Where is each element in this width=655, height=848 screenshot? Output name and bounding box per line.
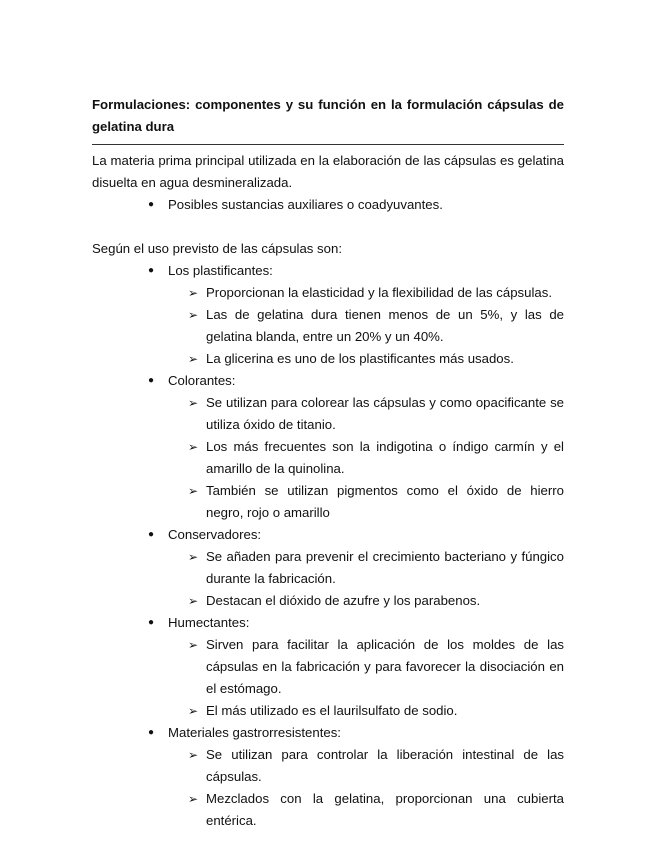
- group-items: [92, 392, 564, 524]
- list-item-text: También se utilizan pigmentos como el óxido de hierro negro, rojo o amarillo: [206, 483, 564, 520]
- list-item-text: Proporcionan la elasticidad y la flexibilidad de las cápsulas.: [206, 285, 553, 300]
- arrow-bullet-icon: ➢: [188, 704, 199, 718]
- arrow-bullet-icon: ➢: [188, 352, 199, 366]
- list-item-text: Destacan el dióxido de azufre y los parabenos.: [206, 593, 481, 608]
- component-group: [92, 524, 564, 612]
- arrow-bullet-icon: ➢: [188, 638, 199, 652]
- list-item: [92, 480, 564, 524]
- group-label: Los plastificantes:: [168, 263, 273, 278]
- list-item-text: Se utilizan para colorear las cápsulas y como opacificante se utiliza óxido de titanio.: [206, 395, 564, 432]
- list-item-text: Sirven para facilitar la aplicación de los moldes de las cápsulas en la fabricación y para favorecer la disociación en el estómago.: [206, 637, 564, 696]
- arrow-bullet-icon: ➢: [188, 440, 199, 454]
- arrow-bullet-icon: ➢: [188, 396, 199, 410]
- component-group: [92, 722, 564, 832]
- list-item-text: La glicerina es uno de los plastificantes más usados.: [206, 351, 514, 366]
- arrow-bullet-icon: ➢: [188, 792, 199, 806]
- list-item: [92, 304, 564, 348]
- list-item: [92, 194, 564, 216]
- arrow-bullet-icon: ➢: [188, 286, 199, 300]
- list-item-text: Las de gelatina dura tienen menos de un 5%, y las de gelatina blanda, entre un 20% y un 40%.: [206, 307, 564, 344]
- intro-paragraph: La materia prima principal utilizada en la elaboración de las cápsulas es gelatina disuelta en agua desmineralizada.: [92, 153, 564, 190]
- list-item: [92, 590, 564, 612]
- list-item-text: Mezclados con la gelatina, proporcionan una cubierta entérica.: [206, 791, 564, 828]
- group-items: [92, 546, 564, 612]
- list-item: [92, 436, 564, 480]
- bullet-icon: ●: [148, 727, 155, 738]
- list-item: [92, 282, 564, 304]
- list-item-text: Los más frecuentes son la indigotina o índigo carmín y el amarillo de la quinolina.: [206, 439, 564, 476]
- group-label: Colorantes:: [168, 373, 236, 388]
- list-item: [92, 700, 564, 722]
- component-group: [92, 370, 564, 524]
- list-item-text: Se añaden para prevenir el crecimiento bacteriano y fúngico durante la fabricación.: [206, 549, 564, 586]
- list-item: [92, 744, 564, 788]
- list-item: [92, 788, 564, 832]
- bullet-icon: ●: [148, 199, 155, 210]
- group-items: [92, 744, 564, 832]
- list-item: [92, 348, 564, 370]
- list-item-text: Posibles sustancias auxiliares o coadyuvantes.: [168, 197, 443, 212]
- title-divider: [92, 144, 564, 145]
- spacer: [92, 216, 564, 238]
- bullet-icon: ●: [148, 617, 155, 628]
- component-group: [92, 260, 564, 370]
- intro-list: [92, 194, 564, 216]
- list-item: [92, 634, 564, 700]
- list-item: [92, 392, 564, 436]
- group-items: [92, 634, 564, 722]
- arrow-bullet-icon: ➢: [188, 308, 199, 322]
- group-label: Materiales gastrorresistentes:: [168, 725, 341, 740]
- section-title: Formulaciones: componentes y su función en la formulación cápsulas de gelatina dura: [92, 97, 564, 134]
- arrow-bullet-icon: ➢: [188, 484, 199, 498]
- list-item-text: Se utilizan para controlar la liberación intestinal de las cápsulas.: [206, 747, 564, 784]
- list-item: [92, 546, 564, 590]
- group-label: Conservadores:: [168, 527, 262, 542]
- arrow-bullet-icon: ➢: [188, 748, 199, 762]
- bullet-icon: ●: [148, 529, 155, 540]
- arrow-bullet-icon: ➢: [188, 594, 199, 608]
- lead-paragraph: Según el uso previsto de las cápsulas son:: [92, 241, 342, 256]
- bullet-icon: ●: [148, 375, 155, 386]
- component-list: [92, 260, 564, 832]
- list-item-text: El más utilizado es el laurilsulfato de sodio.: [206, 703, 458, 718]
- bullet-icon: ●: [148, 265, 155, 276]
- component-group: [92, 612, 564, 722]
- arrow-bullet-icon: ➢: [188, 550, 199, 564]
- group-label: Humectantes:: [168, 615, 250, 630]
- group-items: [92, 282, 564, 370]
- document-page: [92, 94, 564, 832]
